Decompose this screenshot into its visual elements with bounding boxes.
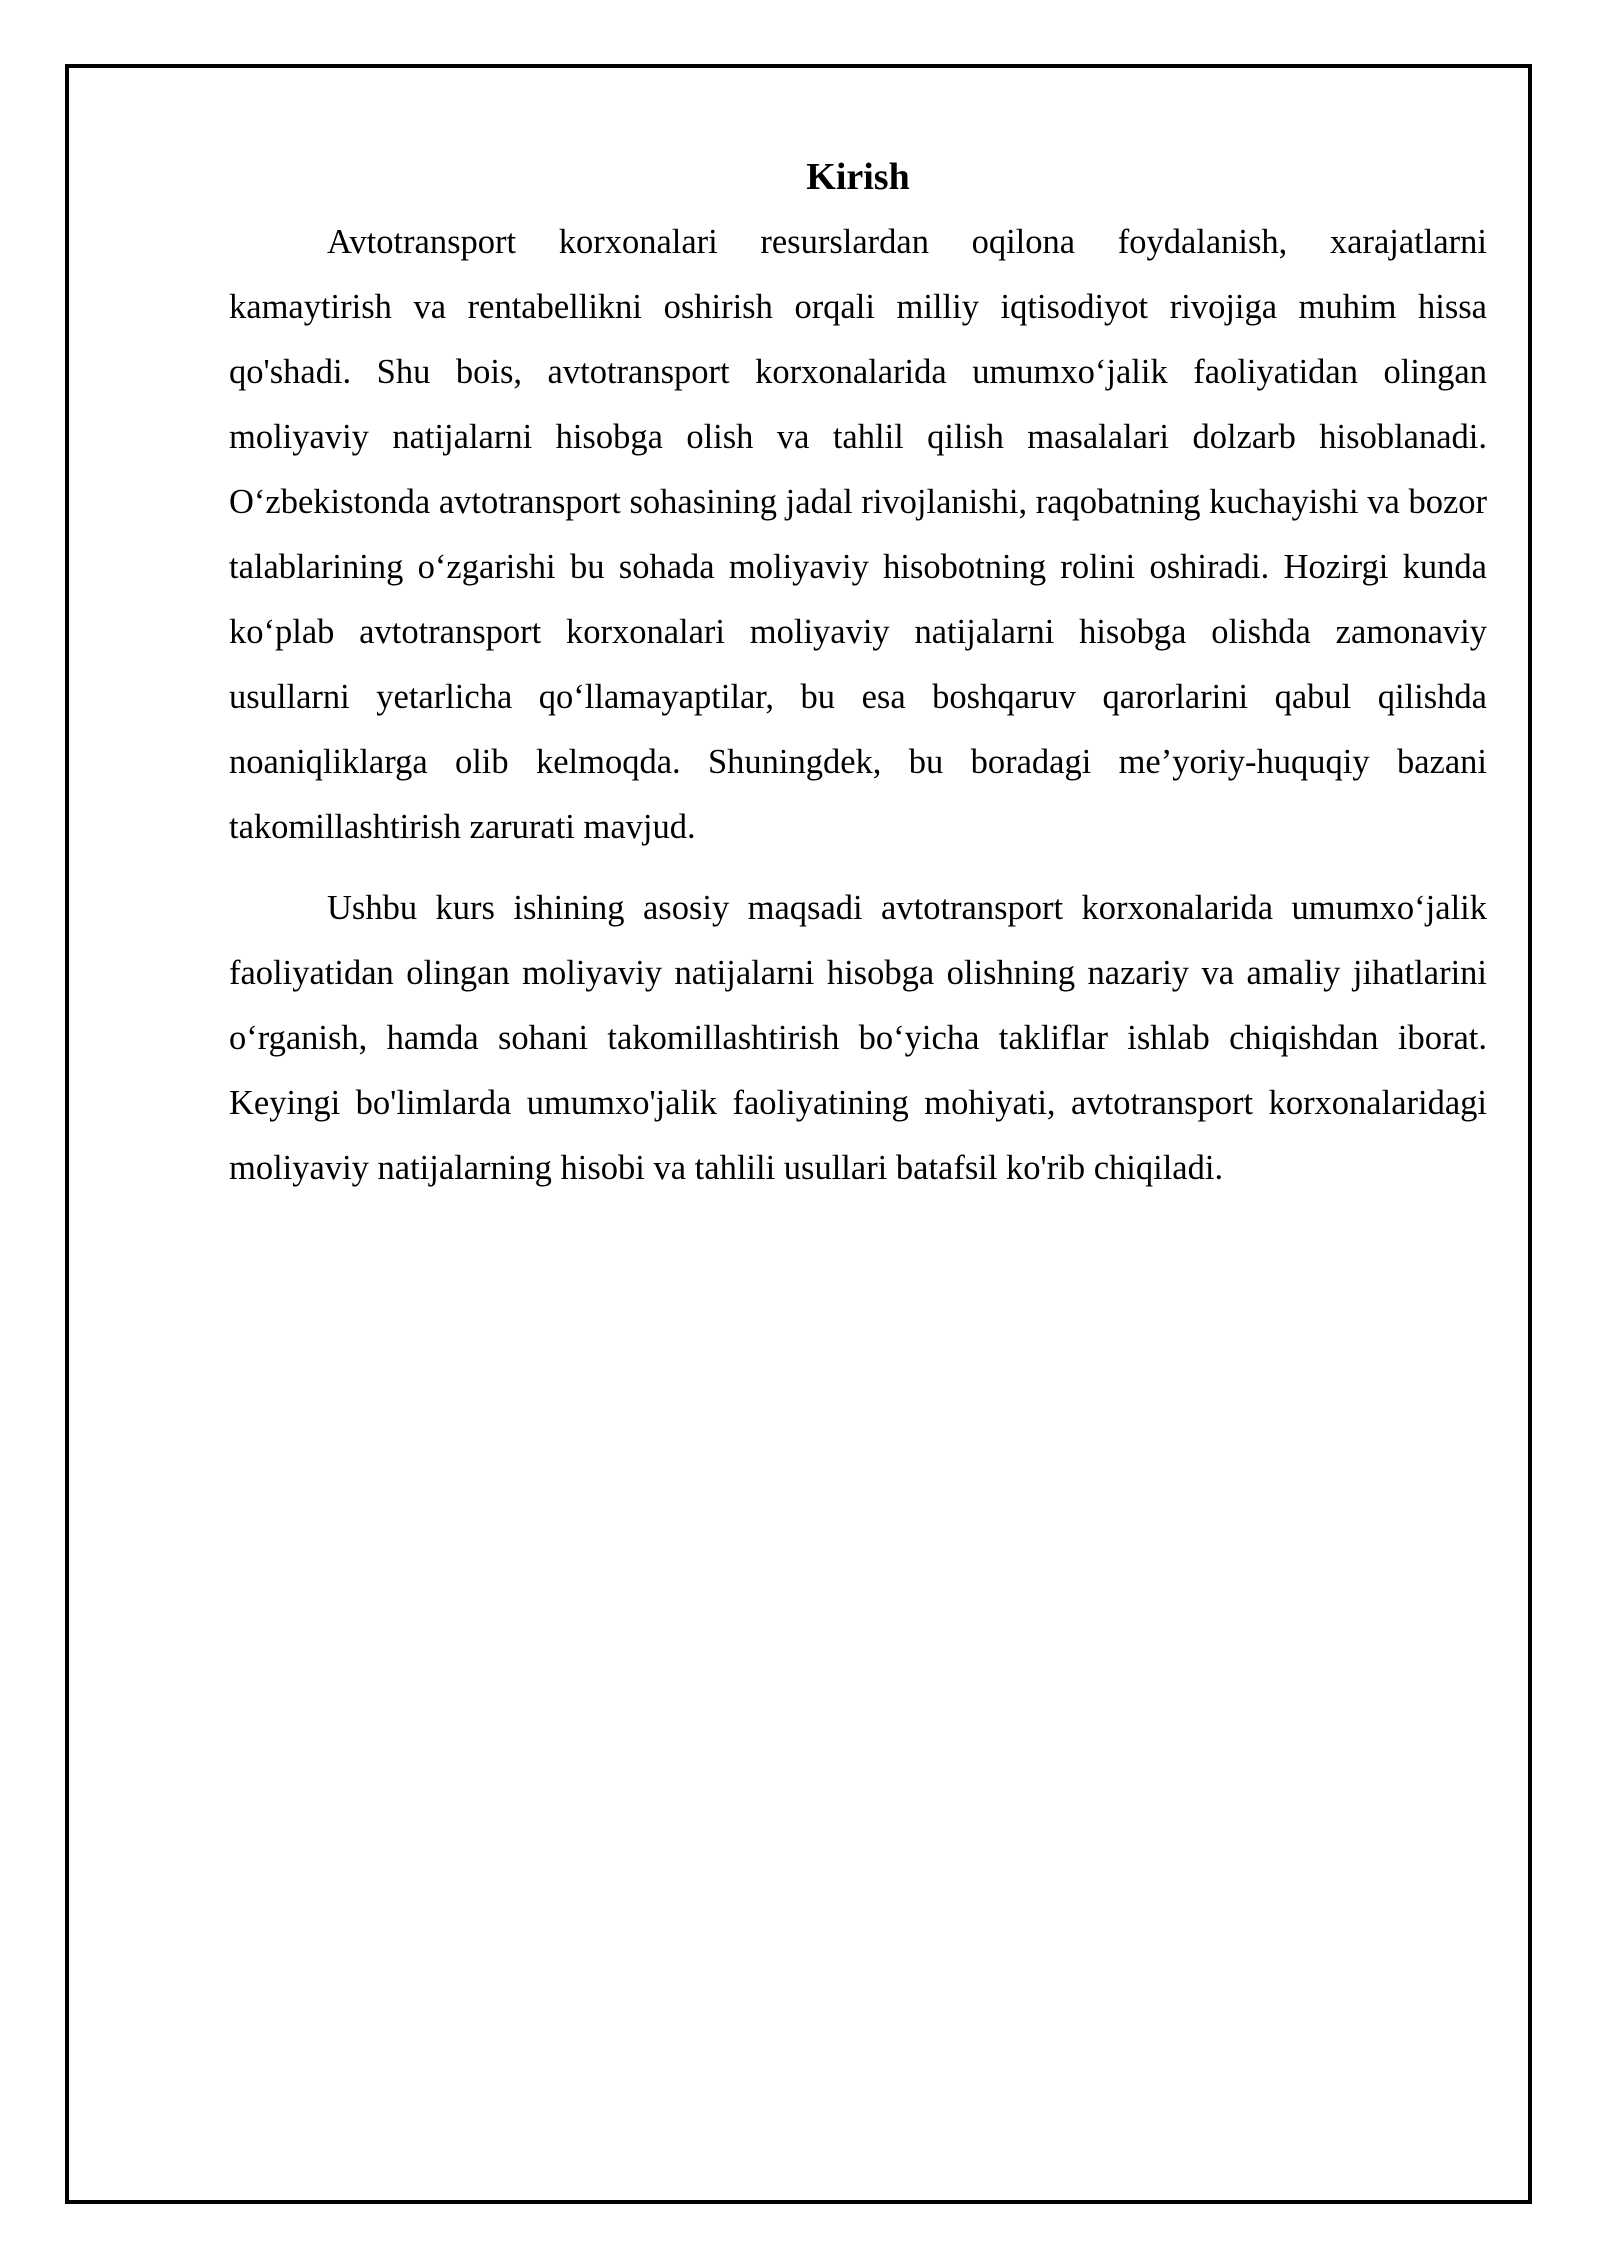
paragraph-2: Ushbu kurs ishining asosiy maqsadi avtotransport korxonalarida umumxo‘jalik faoliyatidan olingan moliyaviy natijalarni hisobga olishning nazariy va amaliy jihatlarini o‘rganish, hamda sohani takomillashtirish bo‘yicha takliflar ishlab chiqishdan iborat. Keyingi bo'limlarda umumxo'jalik faoliyatining mohiyati, avtotransport korxonalaridagi moliyaviy natijalarning hisobi va tahlili usullari batafsil ko'rib chiqiladi. — [229, 889, 1487, 1187]
document-body — [229, 150, 1487, 1217]
document-title: Kirish — [806, 156, 910, 198]
paragraph-1: Avtotransport korxonalari resurslardan oqilona foydalanish, xarajatlarni kamaytirish va rentabellikni oshirish orqali milliy iqtisodiyot rivojiga muhim hissa qo'shadi. Shu bois, avtotransport korxonalarida umumxo‘jalik faoliyatidan olingan moliyaviy natijalarni hisobga olish va tahlil qilish masalalari dolzarb hisoblanadi. O‘zbekistonda avtotransport sohasining jadal rivojlanishi, raqobatning kuchayishi va bozor talablarining o‘zgarishi bu sohada moliyaviy hisobotning rolini oshiradi. Hozirgi kunda ko‘plab avtotransport korxonalari moliyaviy natijalarni hisobga olishda zamonaviy usullarni yetarlicha qo‘llamayaptilar, bu esa boshqaruv qarorlarini qabul qilishda noaniqliklarga olib kelmoqda. Shuningdek, bu boradagi me’yoriy-huquqiy bazani takomillashtirish zarurati mavjud. — [229, 223, 1488, 846]
